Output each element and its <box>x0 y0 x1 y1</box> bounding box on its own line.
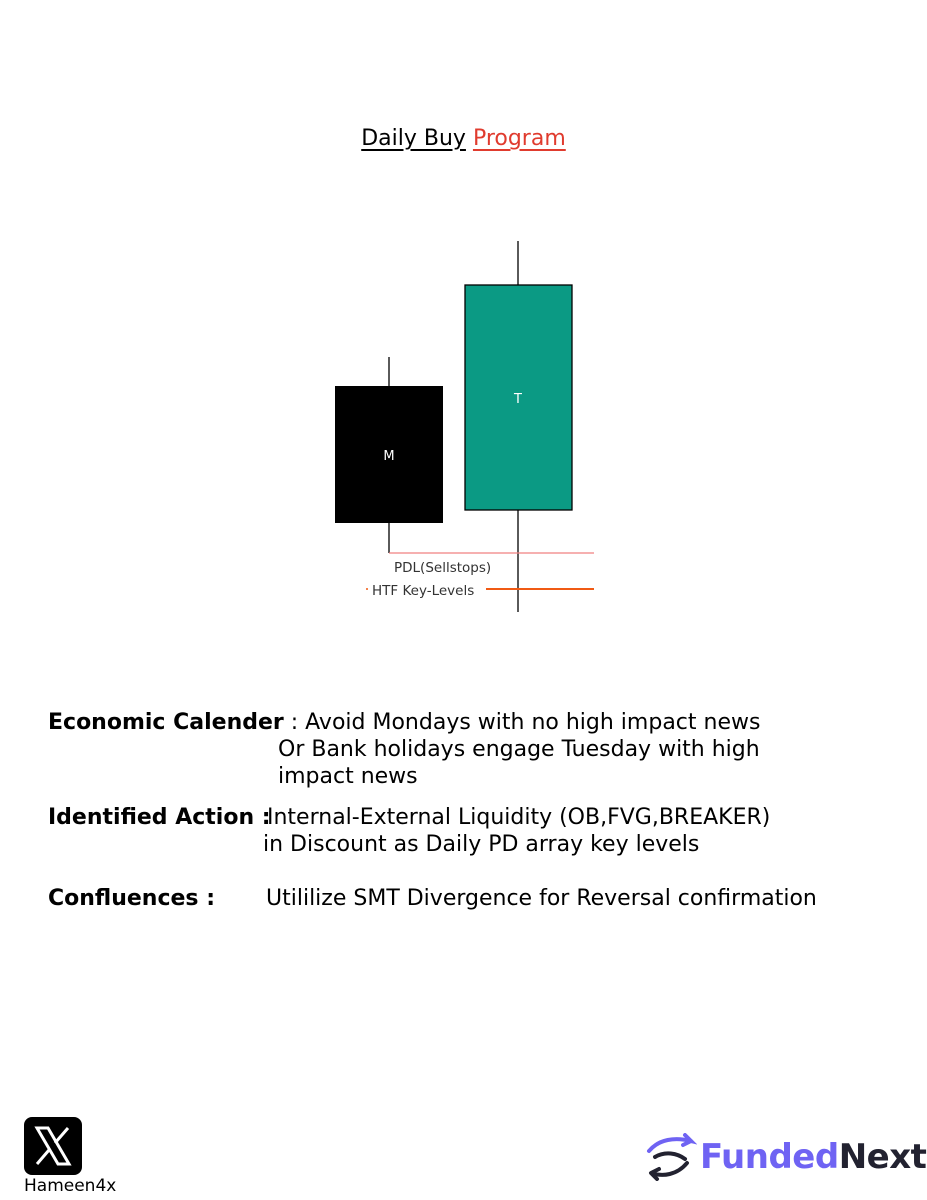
candle-m-label: M <box>383 449 395 464</box>
confluences-label: Confluences : <box>48 886 215 911</box>
htf-label: HTF Key-Levels <box>372 583 475 599</box>
confluences-line-1: Utililize SMT Divergence for Reversal confirmation <box>266 886 817 911</box>
title-program: Program <box>472 126 566 151</box>
x-handle[interactable]: Hameen4x <box>24 1176 117 1196</box>
action-line-1: Internal-External Liquidity (OB,FVG,BREAKER) <box>267 805 771 830</box>
action-line-2: in Discount as Daily PD array key levels <box>263 832 700 857</box>
title-daily-buy: Daily Buy <box>361 126 466 151</box>
htf-dot <box>366 588 368 590</box>
candle-t-label: T <box>514 392 522 407</box>
calendar-line-3: impact news <box>278 764 418 789</box>
calendar-line-2: Or Bank holidays engage Tuesday with high <box>278 737 760 762</box>
calendar-line-1: : Avoid Mondays with no high impact news <box>290 710 761 735</box>
fundednext-brand <box>700 1134 926 1180</box>
brand-next: Next <box>838 1137 927 1177</box>
pdl-label: PDL(Sellstops) <box>394 560 492 576</box>
brand-funded: Funded <box>700 1137 839 1177</box>
calendar-label: Economic Calender <box>48 710 284 735</box>
x-logo-icon[interactable] <box>24 1117 82 1175</box>
fundednext-logo-icon <box>645 1133 697 1181</box>
calendar-row-1 <box>48 709 760 736</box>
action-label: Identified Action : <box>48 805 271 830</box>
